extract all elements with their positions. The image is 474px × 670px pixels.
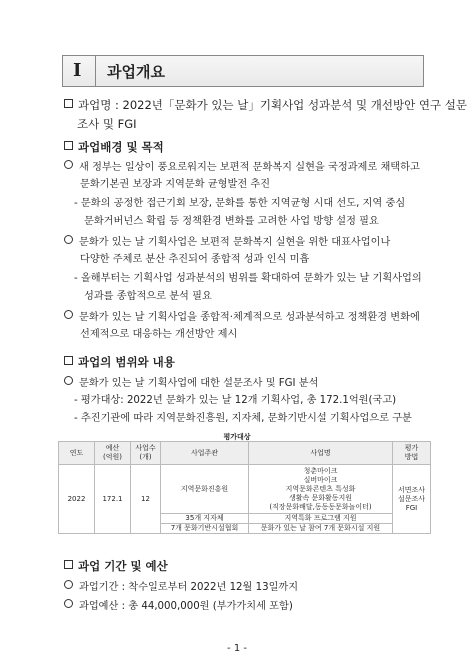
cell-year: 2022 (59, 465, 95, 534)
cell-program: 문화가 있는 날 참여 7개 문화시설 지원 (249, 524, 393, 534)
schedule-budget-text: 과업예산 : 총 44,000,000원 (부가가치세 포함) (79, 601, 293, 612)
method-item: 서면조사 (397, 485, 426, 494)
col-header-year: 연도 (59, 442, 95, 465)
project-name (64, 98, 467, 112)
circle-bullet-icon (64, 580, 73, 589)
cell-agency: 지역문화진흥원 (161, 465, 249, 514)
schedule-budget (64, 599, 293, 614)
circle-bullet-icon (64, 310, 73, 319)
background-heading-text: 과업배경 및 목적 (78, 140, 164, 154)
background-text: 새 정부는 일상이 풍요로워지는 보편적 문화복지 실현을 국정과제로 채택하고 (79, 162, 420, 173)
scope-heading-text: 과업의 범위와 내용 (78, 355, 175, 369)
cell-agency: 35개 지자체 (161, 514, 249, 524)
cell-programs (249, 465, 393, 514)
scope-text: 문화가 있는 날 기획사업에 대한 설문조사 및 FGI 분석 (79, 378, 319, 389)
circle-bullet-icon (64, 376, 73, 385)
background-text: 문화가 있는 날 기획사업을 종합적·체계적으로 성과분석하고 정책환경 변화에 (79, 312, 420, 323)
method-item: FGI (405, 503, 418, 512)
scope-item (64, 376, 319, 391)
background-text: - 문화의 공정한 접근기회 보장, 문화를 통한 지역균형 시대 선도, 지역 중심 (74, 198, 406, 209)
table-caption: 평가대상 (223, 433, 251, 441)
table-row (59, 465, 431, 514)
col-header-budget: 예산 (억원) (95, 442, 131, 465)
schedule-heading-text: 과업 기간 및 예산 (78, 559, 168, 573)
program-item: (직장문화배달,동동동문화놀이터) (269, 502, 372, 511)
program-item: 지역문화콘텐츠 특성화 (285, 484, 356, 493)
circle-bullet-icon (64, 599, 73, 608)
square-bullet-icon (64, 560, 73, 569)
section-title: 과업개요 (107, 63, 165, 81)
col-header-count: 사업수 (개) (131, 442, 161, 465)
cell-count: 12 (131, 465, 161, 534)
background-text: 문화가 있는 날 기획사업은 보편적 문화복지 실현을 위한 대표사업이나 (79, 237, 391, 248)
background-text: 문화기본권 보장과 지역문화 균형발전 추진 (80, 179, 271, 190)
program-item: 실버마이크 (303, 475, 338, 484)
evaluation-table (58, 441, 431, 534)
program-item: 청춘마이크 (303, 466, 338, 475)
page-number: - 1 - (227, 643, 247, 654)
background-item (64, 160, 420, 175)
section-number: Ⅰ (73, 60, 82, 81)
scope-text: - 평가대상: 2022년 문화가 있는 날 12개 기획사업, 총 172.1억원(국고) (74, 395, 397, 406)
background-text: - 올해부터는 기획사업 성과분석의 범위를 확대하여 문화가 있는 날 기획사업의 (74, 273, 422, 284)
background-text: 문화거버넌스 확립 등 정책환경 변화를 고려한 사업 방향 설정 필요 (84, 216, 379, 227)
cell-budget: 172.1 (95, 465, 131, 534)
background-item (64, 310, 420, 325)
project-name-text: 과업명 : 2022년「문화가 있는 날」기획사업 성과분석 및 개선방안 연구 설문 (78, 98, 467, 112)
schedule-period (64, 580, 298, 595)
square-bullet-icon (64, 356, 73, 365)
cell-program: 지역특화 프로그램 지원 (249, 514, 393, 524)
program-item: 생활속 문화활동지원 (288, 493, 353, 502)
square-bullet-icon (64, 99, 73, 108)
scope-heading (64, 355, 175, 369)
background-text: 선제적으로 대응하는 개선방안 제시 (80, 329, 238, 340)
scope-text: - 추진기관에 따라 지역문화진흥원, 지자체, 문화기반시설 기획사업으로 구분 (74, 413, 412, 424)
method-item: 설문조사 (397, 494, 426, 503)
project-name-cont: 조사 및 FGI (77, 117, 137, 131)
schedule-heading (64, 559, 168, 573)
square-bullet-icon (64, 141, 73, 150)
table-header-row (59, 442, 431, 465)
section-header-divider (95, 56, 96, 86)
background-text: 성과를 종합적으로 분석 필요 (84, 291, 212, 302)
col-header-program: 사업명 (249, 442, 393, 465)
cell-agency: 7개 문화기반시설협회 (161, 524, 249, 534)
background-item (64, 235, 390, 250)
circle-bullet-icon (64, 235, 73, 244)
background-heading (64, 140, 164, 154)
cell-method (393, 465, 431, 534)
circle-bullet-icon (64, 160, 73, 169)
col-header-agency: 사업주관 (161, 442, 249, 465)
col-header-method: 평가 방법 (393, 442, 431, 465)
background-text: 다양한 주체로 분산 추진되어 종합적 성과 인식 미흡 (80, 254, 310, 265)
section-header (62, 55, 424, 87)
schedule-period-text: 과업기간 : 착수일로부터 2022년 12월 13일까지 (79, 582, 299, 593)
